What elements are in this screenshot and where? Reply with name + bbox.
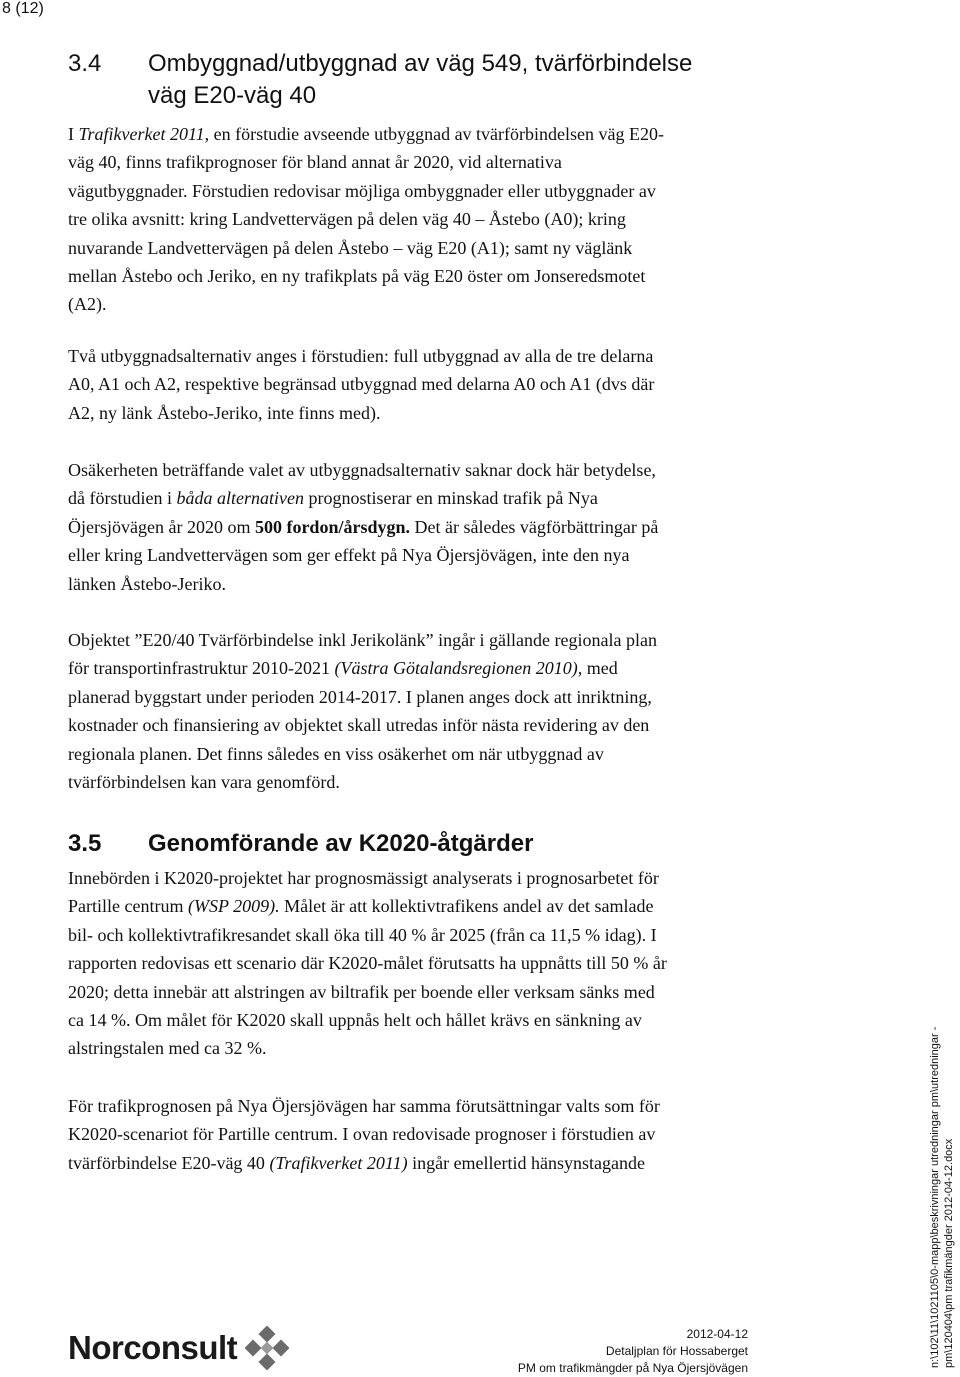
section-number: 3.4 xyxy=(68,50,102,77)
text-run: Målet är att kollektivtrafikens andel av det samlade xyxy=(279,896,654,917)
text-run: för transportinfrastruktur 2010-2021 xyxy=(68,658,335,679)
paragraph-osakerhet xyxy=(68,456,768,598)
reference-citation: (Västra Götalandsregionen 2010), xyxy=(334,658,583,679)
text-line xyxy=(68,513,768,541)
diamond-logo-icon xyxy=(245,1326,289,1370)
text-line: 2020; detta innebär att alstringen av biltrafik per boende eller verksam sänks med xyxy=(68,981,655,1002)
paragraph-forstudie xyxy=(68,120,768,319)
text-line: K2020-scenariot för Partille centrum. I ovan redovisade prognoser i förstudien av xyxy=(68,1124,656,1145)
text-line: alstringstalen med ca 32 %. xyxy=(68,1038,267,1059)
text-run: , en förstudie avseende utbyggnad av tvärförbindelsen väg E20- xyxy=(204,124,664,144)
logo-text: Norconsult xyxy=(68,1329,238,1366)
text-run: Öjersjövägen år 2020 om xyxy=(68,516,255,537)
section-number: 3.5 xyxy=(68,830,102,857)
footer-document-info xyxy=(518,1326,748,1377)
bold-figure: 500 fordon/årsdygn. xyxy=(254,516,410,537)
text-line: regionala planen. Det finns således en viss osäkerhet om när utbyggnad av xyxy=(68,743,604,764)
text-line: tvärförbindelsen kan vara genomförd. xyxy=(68,772,340,793)
emphasis-text: båda alternativen xyxy=(176,488,304,509)
paragraph-trafikprognos xyxy=(68,1092,768,1177)
text-line xyxy=(68,1149,768,1177)
text-line: eller kring Landvettervägen som ger effekt på Nya Öjersjövägen, inte den nya xyxy=(68,545,630,566)
text-line: bil- och kollektivtrafikresandet skall öka till 40 % år 2025 (från ca 11,5 % idag). I xyxy=(68,924,657,945)
text-line: tre olika avsnitt: kring Landvettervägen på delen väg 40 – Åstebo (A0); kring xyxy=(68,209,626,230)
footer-doc-title: Detaljplan för Hossaberget xyxy=(605,1344,748,1358)
text-line xyxy=(68,654,768,682)
section-title-line-1: Ombyggnad/utbyggnad av väg 549, tvärförbindelse xyxy=(148,50,693,77)
section-heading-3-5 xyxy=(68,828,533,860)
text-run: I xyxy=(68,124,79,144)
text-run: då förstudien i xyxy=(68,488,177,509)
text-line xyxy=(68,484,768,512)
text-line: Osäkerheten beträffande valet av utbyggnadsalternativ saknar dock här betydelse, xyxy=(68,460,656,480)
text-run: ingår emellertid hänsynstagande xyxy=(407,1152,645,1173)
text-line: A2, ny länk Åstebo-Jeriko, inte finns med). xyxy=(68,402,381,423)
paragraph-k2020 xyxy=(68,864,768,1063)
text-line: länken Åstebo-Jeriko. xyxy=(68,573,226,594)
reference-citation: (Trafikverket 2011) xyxy=(269,1152,408,1173)
footer-doc-subtitle: PM om trafikmängder på Nya Öjersjövägen xyxy=(517,1361,748,1375)
page-number: 8 (12) xyxy=(2,0,44,17)
footer-date: 2012-04-12 xyxy=(686,1327,748,1341)
paragraph-objektet xyxy=(68,626,768,796)
text-run: prognostiserar en minskad trafik på Nya xyxy=(303,488,598,509)
text-line: nuvarande Landvettervägen på delen Åstebo – väg E20 (A1); samt ny väglänk xyxy=(68,237,633,258)
section-heading-3-4 xyxy=(68,48,692,112)
text-line: vägutbyggnader. Förstudien redovisar möjliga ombyggnader eller utbyggnader av xyxy=(68,180,656,201)
company-logo xyxy=(68,1326,289,1370)
text-line: kostnader och finansiering av objektet skall utredas inför nästa revidering av den xyxy=(68,715,650,736)
text-line: Objektet ”E20/40 Tvärförbindelse inkl Jerikolänk” ingår i gällande regionala plan xyxy=(68,630,657,650)
text-run: tvärförbindelse E20-väg 40 xyxy=(68,1152,270,1173)
section-title-line-2: väg E20-väg 40 xyxy=(148,82,317,109)
file-path-line-2: pm\120404\pm trafikmängder 2012-04-12.docx xyxy=(943,1138,955,1368)
text-line: Innebörden i K2020-projektet har prognosmässigt analyserats i prognosarbetet för xyxy=(68,868,659,888)
section-title: Genomförande av K2020-åtgärder xyxy=(148,830,534,857)
text-line: (A2). xyxy=(68,294,107,315)
reference-citation: (WSP 2009). xyxy=(187,896,280,917)
text-run: med xyxy=(582,658,618,679)
text-line: För trafikprognosen på Nya Öjersjövägen har samma förutsättningar valts som för xyxy=(68,1096,660,1116)
file-path-line-1: n:\102\11\1021105\0-mapp\beskrivningar utredningar pm\utredningar - xyxy=(929,1026,941,1368)
text-run: Det är således vägförbättringar på xyxy=(409,516,659,537)
text-line: mellan Åstebo och Jeriko, en ny trafikplats på väg E20 öster om Jonseredsmotet xyxy=(68,266,646,287)
text-line xyxy=(68,120,768,148)
text-line: Två utbyggnadsalternativ anges i förstudien: full utbyggnad av alla de tre delarna xyxy=(68,346,654,366)
text-line: A0, A1 och A2, respektive begränsad utbyggnad med delarna A0 och A1 (dvs där xyxy=(68,374,655,395)
text-line: ca 14 %. Om målet för K2020 skall uppnås helt och hållet krävs en sänkning av xyxy=(68,1010,642,1031)
text-line xyxy=(68,892,768,920)
reference-citation: Trafikverket 2011 xyxy=(78,124,205,144)
paragraph-alternativ xyxy=(68,342,768,427)
file-path-margin-text xyxy=(928,1027,956,1368)
text-run: Partille centrum xyxy=(68,896,188,917)
text-line: planerad byggstart under perioden 2014-2017. I planen anges dock att inriktning, xyxy=(68,686,652,707)
text-line: väg 40, finns trafikprognoser för bland annat år 2020, vid alternativa xyxy=(68,152,562,173)
text-line: rapporten redovisas ett scenario där K2020-målet förutsatts ha uppnåtts till 50 % år xyxy=(68,953,667,974)
